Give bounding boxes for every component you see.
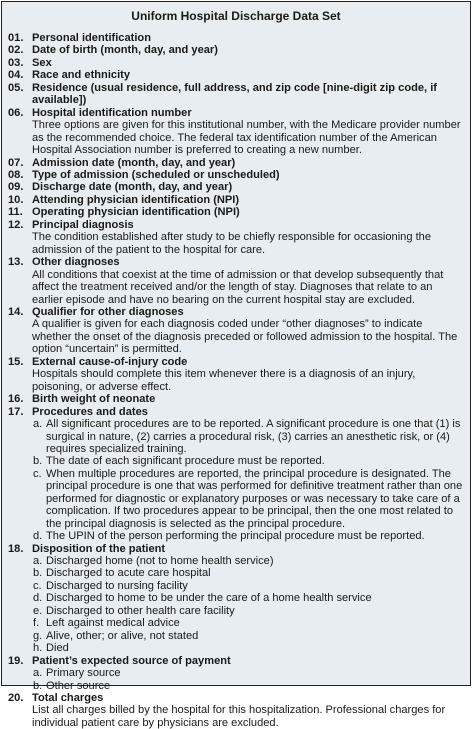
item-heading: Operating physician identification (NPI) — [32, 206, 240, 219]
sub-item-letter: c. — [33, 467, 42, 480]
sub-item-text: Discharged to other health care facility — [46, 604, 235, 617]
item-number: 10. — [8, 193, 24, 206]
item-number: 05. — [8, 81, 24, 94]
sub-item-letter: d. — [33, 592, 43, 605]
sub-item — [32, 455, 464, 467]
item-heading: External cause-of-injury code — [32, 355, 188, 368]
sub-item — [32, 418, 464, 455]
item-heading: Attending physician identification (NPI) — [32, 193, 240, 206]
list-item — [8, 692, 464, 729]
item-number: 08. — [8, 168, 24, 181]
sub-item-letter: d. — [33, 530, 43, 543]
item-heading: Qualifier for other diagnoses — [32, 305, 184, 318]
sub-item-letter: e. — [33, 604, 43, 617]
item-description: All conditions that coexist at the time of admission or that develop subsequently that affect the treatment received and/or the length of stay. Diagnoses that relate to an earlier episode and have no bearing on the current hospital stay are excluded. — [32, 268, 444, 306]
item-heading: Discharge date (month, day, and year) — [32, 181, 233, 194]
item-content — [32, 306, 464, 356]
list-item — [8, 206, 464, 218]
item-content — [32, 543, 464, 655]
sub-item-text: All significant procedures are to be reported. A significant procedure is one that (1) is surgical in nature, (2) carries a procedural risk, (3) carries an anesthetic risk, or (4) requires specialized training. — [46, 418, 461, 455]
sub-item — [32, 642, 464, 654]
sub-item — [32, 580, 464, 592]
list-item — [8, 44, 464, 56]
list-item — [8, 194, 464, 206]
sub-item-letter: a. — [33, 667, 43, 680]
item-number: 07. — [8, 156, 24, 169]
item-number: 18. — [8, 542, 24, 555]
list-item — [8, 169, 464, 181]
item-number: 20. — [8, 692, 24, 705]
sub-item-letter: c. — [33, 579, 42, 592]
item-description: The condition established after study to be chiefly responsible for occasioning the admission of the patient to the hospital for care. — [32, 231, 431, 256]
sub-item-text: Discharged to nursing facility — [46, 579, 188, 592]
list-item — [8, 181, 464, 193]
item-number: 09. — [8, 181, 24, 194]
item-content — [32, 356, 464, 393]
list-item — [8, 655, 464, 692]
sub-item-letter: a. — [33, 555, 43, 568]
item-heading: Principal diagnosis — [32, 218, 134, 231]
item-content — [32, 44, 464, 56]
sub-item-letter: h. — [33, 642, 43, 655]
item-content — [32, 692, 464, 729]
list-item — [8, 393, 464, 405]
item-content — [32, 82, 464, 107]
sub-item-letter: g. — [33, 629, 43, 642]
sub-item-text: Discharged to home to be under the care of a home health service — [46, 592, 372, 605]
item-heading: Total charges — [32, 692, 104, 705]
list-item — [8, 219, 464, 256]
list-item — [8, 57, 464, 69]
item-number: 01. — [8, 32, 24, 44]
item-description: List all charges billed by the hospital for this hospitalization. Professional charges for individual patient care by physicians are excluded. — [32, 704, 446, 729]
sub-item-text: Left against medical advice — [46, 617, 180, 630]
item-number: 13. — [8, 256, 24, 269]
item-content — [32, 107, 464, 157]
sub-item-text: Other source — [46, 679, 111, 692]
item-number: 19. — [8, 654, 24, 667]
item-heading: Date of birth (month, day, and year) — [32, 44, 218, 57]
item-heading: Race and ethnicity — [32, 69, 131, 82]
item-content — [32, 69, 464, 81]
list-item — [8, 543, 464, 655]
sub-item — [32, 468, 464, 530]
sub-item-text: The UPIN of the person performing the principal procedure must be reported. — [46, 530, 425, 543]
sub-item-text: Discharged to acute care hospital — [46, 567, 211, 580]
sub-item-text: Alive, other; or alive, not stated — [46, 629, 199, 642]
item-heading: Hospital identification number — [32, 106, 192, 119]
item-content — [32, 32, 464, 44]
item-content — [32, 57, 464, 69]
item-number: 15. — [8, 355, 24, 368]
item-content — [32, 393, 464, 405]
sub-item — [32, 567, 464, 579]
sub-item-letter: b. — [33, 679, 43, 692]
sub-item-letter: b. — [33, 455, 43, 468]
item-heading: Type of admission (scheduled or unscheduled) — [32, 168, 280, 181]
sub-item — [32, 530, 464, 542]
sub-item — [32, 555, 464, 567]
discharge-data-set-panel — [1, 1, 471, 729]
item-heading: Residence (usual residence, full address, and zip code [nine-digit zip code, if available]) — [32, 81, 438, 107]
item-heading: Procedures and dates — [32, 405, 148, 418]
item-content — [32, 181, 464, 193]
list-item — [8, 82, 464, 107]
item-description: Three options are given for this institutional number, with the Medicare provider number as the recommended choice. The federal tax identification number of the American Hospital Association number is preferred to creating a new number. — [32, 119, 461, 157]
list-item — [8, 69, 464, 81]
sub-item — [32, 592, 464, 604]
sub-item-text: When multiple procedures are reported, the principal procedure is designated. The principal procedure is one that was performed for definitive treatment rather than one performed for diagnostic or explanatory purposes or was necessary to take care of a complication. If two procedures appear to be principal, then the one most related to the principal diagnosis is selected as the principal procedure. — [46, 467, 463, 530]
item-number: 06. — [8, 106, 24, 119]
item-number: 14. — [8, 305, 24, 318]
sub-item — [32, 605, 464, 617]
item-number: 03. — [8, 56, 24, 69]
item-content — [32, 194, 464, 206]
sub-item — [32, 630, 464, 642]
item-content — [32, 206, 464, 218]
sub-item-text: The date of each significant procedure must be reported. — [46, 455, 325, 468]
sub-item-text: Primary source — [46, 667, 121, 680]
item-description: A qualifier is given for each diagnosis coded under “other diagnoses” to indicate whether the onset of the diagnosis preceded or followed admission to the hospital. The option “uncertain” is permitted. — [32, 318, 458, 356]
list-item — [8, 356, 464, 393]
item-content — [32, 157, 464, 169]
list-item — [8, 107, 464, 157]
item-list — [8, 32, 464, 729]
sub-item — [32, 680, 464, 692]
item-number: 02. — [8, 44, 24, 57]
list-item — [8, 32, 464, 44]
sub-item — [32, 617, 464, 629]
item-content — [32, 256, 464, 306]
sub-item — [32, 667, 464, 679]
item-number: 04. — [8, 69, 24, 82]
list-item — [8, 256, 464, 306]
item-number: 17. — [8, 405, 24, 418]
item-heading: Admission date (month, day, and year) — [32, 156, 236, 169]
sub-item-text: Died — [46, 642, 69, 655]
item-content — [32, 655, 464, 692]
list-item — [8, 306, 464, 356]
sub-item-letter: b. — [33, 567, 43, 580]
item-description: Hospitals should complete this item whenever there is a diagnosis of an injury, poisoning, or adverse effect. — [32, 368, 416, 393]
sub-item-letter: a. — [33, 418, 43, 431]
list-item — [8, 157, 464, 169]
item-number: 12. — [8, 218, 24, 231]
sub-item-text: Discharged home (not to home health service) — [46, 555, 274, 568]
list-item — [8, 406, 464, 543]
item-heading: Sex — [32, 56, 52, 69]
item-number: 16. — [8, 393, 24, 406]
item-content — [32, 219, 464, 256]
sub-item-letter: f. — [33, 617, 40, 630]
item-heading: Patient’s expected source of payment — [32, 654, 231, 667]
item-heading: Personal identification — [32, 32, 151, 44]
item-content — [32, 169, 464, 181]
item-heading: Birth weight of neonate — [32, 393, 156, 406]
item-heading: Disposition of the patient — [32, 542, 166, 555]
item-content — [32, 406, 464, 543]
item-number: 11. — [8, 206, 23, 219]
item-heading: Other diagnoses — [32, 256, 120, 269]
document-title: Uniform Hospital Discharge Data Set — [131, 9, 341, 23]
